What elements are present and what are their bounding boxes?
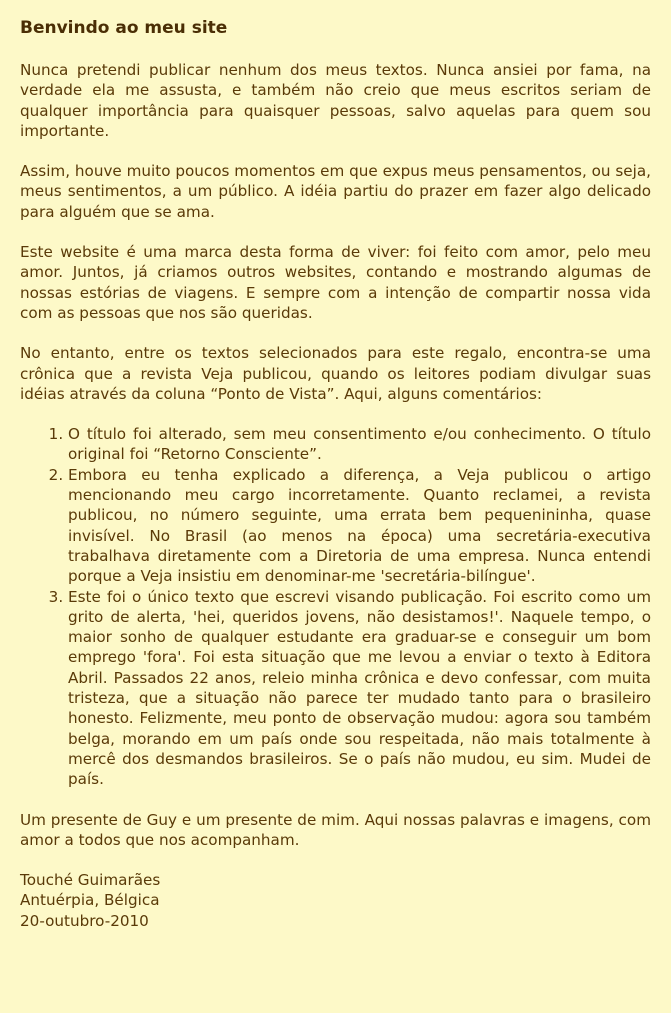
page-title: Benvindo ao meu site	[20, 18, 228, 38]
signature-place: Antuérpia, Bélgica	[20, 891, 160, 910]
body-paragraph: No entanto, entre os textos selecionados para este regalo, encontra-se uma crônica que a revista Veja publicou, quando os leitores podiam divulgar suas idéias através da coluna “Ponto de Vista”. Aqui, alguns comentários:	[20, 344, 651, 403]
list-item: 3. Este foi o único texto que escrevi visando publicação. Foi escrito como um grito de alerta, 'hei, queridos jovens, não desistamos!'. Naquele tempo, o maior sonho de qualquer estudante era graduar-se e conseguir um bom emprego 'fora'. Foi esta situação que me levou a enviar o texto à Editora Abril. Passados 22 anos, releio minha crônica e devo confessar, com muita tristeza, que a situação não parece ter mudado tanto para o brasileiro honesto. Felizmente, meu ponto de observação mudou: agora sou também belga, morando em um país onde sou respeitada, não mais totalmente à mercê dos desmandos brasileiros. Se o país não mudou, eu sim. Mudei de país.	[68, 587, 651, 790]
closing-paragraph: Um presente de Guy e um presente de mim. Aqui nossas palavras e imagens, com amor a todos que nos acompanham.	[20, 810, 651, 849]
intro-paragraph: Nunca pretendi publicar nenhum dos meus textos. Nunca ansiei por fama, na verdade ela me assusta, e também não creio que meus escritos seriam de qualquer importância para quaisquer pessoas, salvo aquelas para quem sou importante.	[20, 61, 651, 140]
body-paragraph: Este website é uma marca desta forma de viver: foi feito com amor, pelo meu amor. Juntos, já criamos outros websites, contando e mostrando algumas de nossas estórias de viagens. E sempre com a intenção de compartir nossa vida com as pessoas que nos são queridas.	[20, 243, 651, 322]
signature-name: Touché Guimarães	[20, 871, 161, 890]
list-item: 2. Embora eu tenha explicado a diferença, a Veja publicou o artigo mencionando meu cargo incorretamente. Quanto reclamei, a revista publicou, no número seguinte, uma errata bem pequenininha, quase invisível. No Brasil (ao menos na época) uma secretária-executiva trabalhava diretamente com a Diretoria de uma empresa. Nunca entendi porque a Veja insistiu em denominar-me 'secretária-bilíngue'.	[68, 465, 651, 587]
body-paragraph: Assim, houve muito poucos momentos em que expus meus pensamentos, ou seja, meus sentimentos, a um público. A idéia partiu do prazer em fazer algo delicado para alguém que se ama.	[20, 162, 651, 221]
signature-date: 20-outubro-2010	[20, 911, 149, 930]
list-item: 1. O título foi alterado, sem meu consentimento e/ou conhecimento. O título original foi “Retorno Consciente”.	[68, 424, 651, 465]
signature	[20, 870, 651, 931]
comments-list	[20, 424, 651, 789]
